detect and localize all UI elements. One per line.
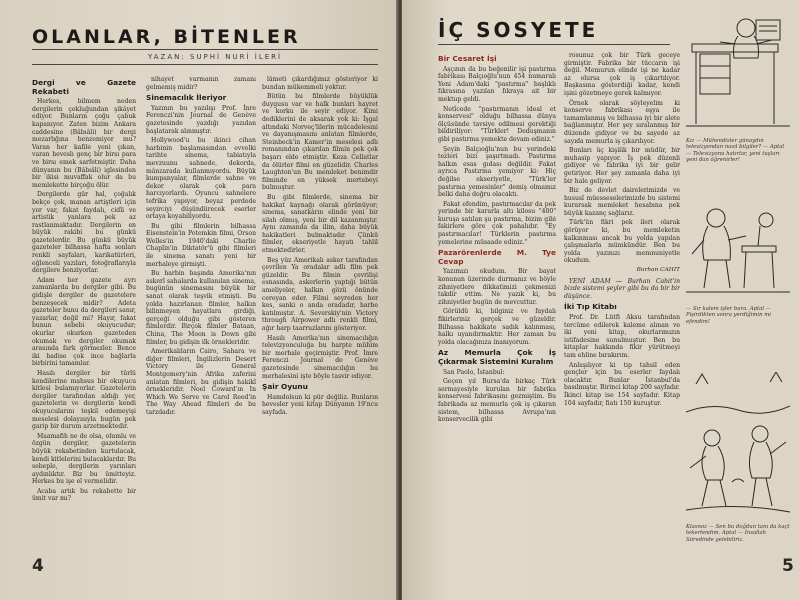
paragraph: Aşçının da bu beğenilir işi pastırma fabrikası Balçıoğlu'nun 454 numaralı Yeni Adam'daki "pastırma" başlıklı fıkrasına yazılan fıkraya ait bir mektup geldi. (438, 65, 556, 103)
paragraph: Yazımızı okudum. Bir bayat konunun üzerinde durmanız ve böyle zihniyetlere dikkatimizi çekmenizi takdir ettim. Ne yazık ki, bu zihniyetler bugün de mevcuttur. (438, 268, 556, 306)
cartoon-caption-3: Klasnoz — Sen bu doğdun tanı da kaçt tekerlendim. Aptal — İnsallah Süredinde gelebiliriz. (686, 524, 790, 543)
paragraph: Prof. Dr. Lütfi Aksu tarafından tercüme edilerek kaleme alınan ve iki yeni kitap, okurlarımızın istifadesine sunulmuştur. Ben bu kitaplar hakkında fikir yürütmeyi tam ehline bırakırım. (564, 314, 680, 359)
paragraph: Netîcede "pastırmanın ideal et konservesi" olduğu bilhassa dünya ölçüsünde tavsiye edilmesi gerektiği bildiriliyor: "Türkler! Deduşmanın gibi pastırma yemekte devam ediniz." (438, 105, 556, 143)
cartoon-desk-scene-icon (686, 14, 790, 132)
left-column-3 (262, 76, 378, 584)
section-heading-tip: İki Tıp Kitabı (564, 302, 617, 312)
paragraph: Acaba artık bu rekabette bir ümit var mı? (32, 487, 136, 503)
paragraph: Bütün bu filmlerde büyüklük duygusu var ve halk bunları hayret ve korku ile seyir ediyor. Kimi dediklerini de aksarak yok ki: İşgal altındaki Norveç'lilerin mücadelesini ve dayanışmasını anlatan filmlerde, Steinbeck'in Kamer'in meselesi adlı romanından çıkarılan filmin pek çok başarı elde etmiştir. Keza Cellatlar da ölürler filmi en güzelidir. Charles Laughton'un Bu memleket benimdir filminde en yüksek mertebeyi bulmuştur. (262, 93, 378, 192)
section-heading-memur: Az Memurla Çok İş Çıkarmak Sistemini Kuralım (438, 348, 556, 366)
paragraph: lâmeti çıkardığımız gösteriyor ki bundan mükemmeli yoktur. (262, 76, 378, 91)
page-number-left: 4 (32, 556, 44, 576)
paragraph: rosunuz çok bir Türk geceye girmiştir. Fabrika bir tüccarın işi değil. Memurun elinde işi ne kadar az olursa çok iş çıkartılıyor. Başkasına gösterdiği kadar, kendi işini gözetmeye gerek kalmıyor. (564, 52, 680, 97)
paragraph: Bu harbin başında Amerika'nın askerî sahalarda kullanılan sinema, bugünün sinemasını büyük bir sanat olarak teşvik etmişti. Bu yolda hazırlanan filmler, halkın bilinmeyen hayatlara girdiği, gerçeği olduğu gibi gösteren filmlerdir. Birçok filmler Bataan, China, The Moon is Down gibi filmler, bu gidişin ilk örnekleridir. (146, 270, 256, 346)
paragraph: Hasılı Amerika'nın sinemacılığın televizyonculuğa bu harpte mühim bir merhale geçirmiştir. Prof. İmre Ferenczi Journal de Genève gazetesinde sinemacılığın bu merhalesini işte böyle tasvir ediyor. (262, 334, 378, 380)
page-number-right: 5 (782, 556, 794, 576)
byline-rule (32, 64, 378, 65)
paragraph: Bunları üç kişilik bir müdür, bir muhasip yapıyor. İş pek düzenli gidiyor ve fabrika iyi bir gelir getiriyor. Her şey zamanla daha iyi bir hale geliyor. (564, 147, 680, 185)
paragraph: nihayet varmanın zamanı gelmemiş midir? (146, 76, 256, 91)
cartoon-caption-1: Kız — Mühendisler günaydın televizyondan nasıl bilgiler? — Aptal — Televizyonu hatırlar, yeni tuşları yeni dan öğrenirler! (686, 138, 785, 164)
paragraph: Herkes, bilmem neden dergilerin çokluğundan şikâyet ediyor. Bunların çoğu çabuk kapanıyor. Zaten bizim Ankara caddesine (Bâbıâli) bir dergi mezarlığına benzemiyor mu? Varan her kafile yeni çıkan, varan heveslı genç bir birsı para ve birsı emek sarfetmiştir. Daha dünyanın bu (Bâbıâli) iglesinden bir ikisi muvaffak olur da bu memlekette birçoğu ölür. (32, 98, 136, 189)
paragraph: Biz de devlet dairelerimizde ve hususî müesseselerimizde bu sistemi kurarsak memleket hesabına pek büyük kazanç sağlarız. (564, 187, 680, 217)
title-rule (32, 49, 378, 50)
paragraph: Maamafih ne de olsa, olumlu ve özgün dergiler, gazetelerin büyük rekabetinden kurtulacak, kendi kitlelerini bulacaklardır. Bu sebeple, dergilerin yarınları aydınlıktır. Biz bu ümitteyiz. Herkes bu işe el vermelidir. (32, 432, 136, 486)
cartoon-stool-scene-icon (686, 200, 790, 300)
left-page (0, 0, 398, 600)
paragraph: Amerikalıların Cairo, Sahara ve diğer filmleri, İngilizlerin Desert Victory ile General Montgomery'nin Afrika zaferini anlatan filmleri, bu gidişin hakikî örnekleridir. Noel Coward'ın In Which We Serve ve Carol Reed'in The Way Ahead filmleri de bu tarzdadır. (146, 348, 256, 416)
section-heading-sair: Şair Oyunu (262, 382, 308, 392)
paragraph: Bu gibi filmlerin bilhassa Eisenstein'in Potemkin filmi, Orson Welles'in 1940'daki Charlie Chaplin'in Diktatör'ü gibi filmleri ile sinema sanatı yeni bir merhaleye girmişti. (146, 222, 256, 268)
paragraph: Geçen yıl Bursa'da birkaç Türk sermayesiyle kurulan bir fabrika konservesi fabrikasını gezmiştim. Bu fabrikada az memurla çok iş çıkaran sistem, bilhassa Avrupa'nın konservecilik gibi (438, 378, 556, 424)
paragraph: San Paolo, İstanbul: (443, 368, 505, 376)
right-column-1 (438, 52, 556, 556)
right-page (402, 0, 799, 600)
left-column-2 (146, 76, 256, 584)
paragraph: Dergilerde gür hal, çoğalık bekçe çok, manan artiştleri için yer var, fakat faydalı, cidîi ve artistik yanlara pek az rastlanmaktadır. Dergilerin en büyük rakibi bu günkü gazetelerdir. Bu günkü büyük gazeteler bilhassa hafta sonları renkli sayfaları, karikatürleri, eğlenceli yazıları, fotoğraflarıyla dergilere benziyorlar. (32, 191, 136, 275)
section-heading-cesaret: Bir Cesaret İşi (438, 54, 497, 63)
paragraph: Hollywood'u bu ikinci cihan harbinin başlamasından evvelki tarihte sinema, tabiatıyla mevzuunu sahnede, dekorda, mânzarada kullanmıyordu. Büyük kumpanyalar, filmlerde sahne ve dekor olarak çok para harcıyorlardı. Oyuncu sahnelere tefrika yapıyor, beyaz perdede seyirciyi düşündürecek eserler ortaya koyabiliyordu. (146, 137, 256, 221)
paragraph: Hamdolsun ki pür değiliz. Bunların hevesler yeni kitap Dünyanın 19'ncu sayfada. (262, 393, 378, 416)
signature: Burhan CAHIT (636, 267, 680, 274)
cartoon-1 (686, 14, 790, 164)
section-heading-pazaroren: Pazarörenlerde M. Tye Cevap (438, 248, 556, 266)
title-rule (438, 44, 670, 45)
cartoon-3 (686, 372, 790, 568)
paragraph: Türk'ün fikri pek ileri olarak görüyor ki, bu memleketin kalkınması ancak bu yolda yapılan çalışmalarla mümkündür. Ben bu yolda yazınızı memnuniyetle okudum. (564, 219, 680, 265)
paragraph: Anlaşılıyor ki tıp tahsil eden gençler için bu eserler faydalı olacaktır. Bunlar İstanbul'da basılmıştır. Birinci kitap 200 sayfadır. İkinci kitap ise 154 sayfadır. Kitap 104 sayfadır, fiatı 150 kuruştur. (564, 361, 680, 407)
paragraph: Fakat efendim, pastırmacılar da pek yerinde bir kararla altı kilosu "400" kuruşa satılan şu pastırma, bizim gibi fakirlere göre çok pahalıdır. "Ey pastırmacılar! Türklerin pastırma yemelerine müsaade ediniz." (438, 200, 556, 246)
paragraph: Örnek olarak söyleyelim ki konserve fabrikası eşya ile tamamlanmış ve bilhassa iyi bir alete bağlanmıştır. Her şey sıralanmış bir düzende gidiyor ve bu sayede az sayıda memurla iş çıkarılıyor. (564, 99, 680, 145)
left-page-title: OLANLAR, BİTENLER (32, 26, 301, 48)
cartoon-countryside-scene-icon (686, 372, 790, 518)
paragraph: Beş yüz Amerikalı asker tarafından çevrilen Ya oradalar adlı film pek güzeldir. Bu filmin çevrilişi esnasında, askerlerin yaptığı bütün ameliyeler, halkın gözü önünde cereyan eder. Filmi seyreden her kes, sanki o anda oradadır, harbe katılmıştır. A. Severskiy'nin Victory through Airpower adlı renkli filmi, ağır harp taarruzlarını gösteriyor. (262, 256, 378, 332)
byline: YAZAN: SUPHİ NURİ İLERİ (148, 53, 283, 61)
paragraph: Bu gibi filmlerde, sinema bir hakikat kaynağı olarak görünüyor; sinema, sanatkârın elinde yeni bir silah olmuş, yeni bir dil kazanmıştır. Aynı zamanda da ilim, daha büyük hakikatleri bulmaktadır. Çünkü filmler, ekseriyetle hayatı tahlil etmektedirler. (262, 193, 378, 255)
paragraph: Hasılı dergiler bir türlü kendilerine mahsus bir okuyucu kitlesi bulamıyorlar. Gazetelerin dergiler tarafından aldığı yer, gazetelerin ve dergilerin kendi okuyucularını teşkil edemeyişi meselesi dolayısıyla bugün pek garip bir durum arzetmektedir. (32, 369, 136, 431)
section-heading-dergi: Dergi ve Gazete Rekabeti (32, 78, 136, 96)
cartoon-caption-2: — Sır kalem işler bura. Aptal — Pişirdikten sonra yerdiğimin mi efendim! (686, 306, 771, 325)
cartoon-2 (686, 200, 790, 350)
paragraph: Görüldü ki, bilginiz ve faydalı fikirleriniz gerçek ve güzeldir. Bilhassa hakikate sadık kalınması, halkı uyandırmaktır. Her zaman bu yolda olacağınıza inanıyorum. (438, 308, 556, 346)
right-page-title: İÇ SOSYETE (438, 18, 599, 42)
right-column-2 (564, 52, 680, 556)
section-heading-sinema: Sinemacılık İleriyor (146, 93, 227, 103)
left-column-1 (32, 76, 136, 558)
paragraph: Adam her gazete ayrı zamanlarda bu dergiler gibi. Bu gidişle dergiler de gazetelere benzeşecek midir? Adeta gazeteler bunu da dergileri sanır, yazarlar, değil mi? Hayır, fakat bunun sebebi okuyucudur; okurlar okurken gazeteden okumak ve dergiler okumak arasında fark görmezler. Bence iki hadise çok ince bağlarla birbirini tamamlar. (32, 276, 136, 368)
paragraph: Yazının bu yazılışı Prof. İnre Ferenczi'nin Journal de Genève gazetesinde yazdığı yazıdan başlatarak alınmıştır. (146, 104, 256, 135)
paragraph: Şeyin Balçıoğlu'nun bu yerindeki tezleri bizi şaşırtmadı. Pastırma halkın esas gıdası değildir. Fakat ayrıca Pastırma yemiyor ki: Hiç değilse ekseriyetle, "Türk'ler pastırma yemesinler" demiş olmamız belki daha doğru olacaktı. (438, 145, 556, 199)
paragraph: YENİ ADAM — Burhan Cahit'in bizde sistemi şeyler gibi bu da bir bir düşünce. (564, 277, 680, 300)
